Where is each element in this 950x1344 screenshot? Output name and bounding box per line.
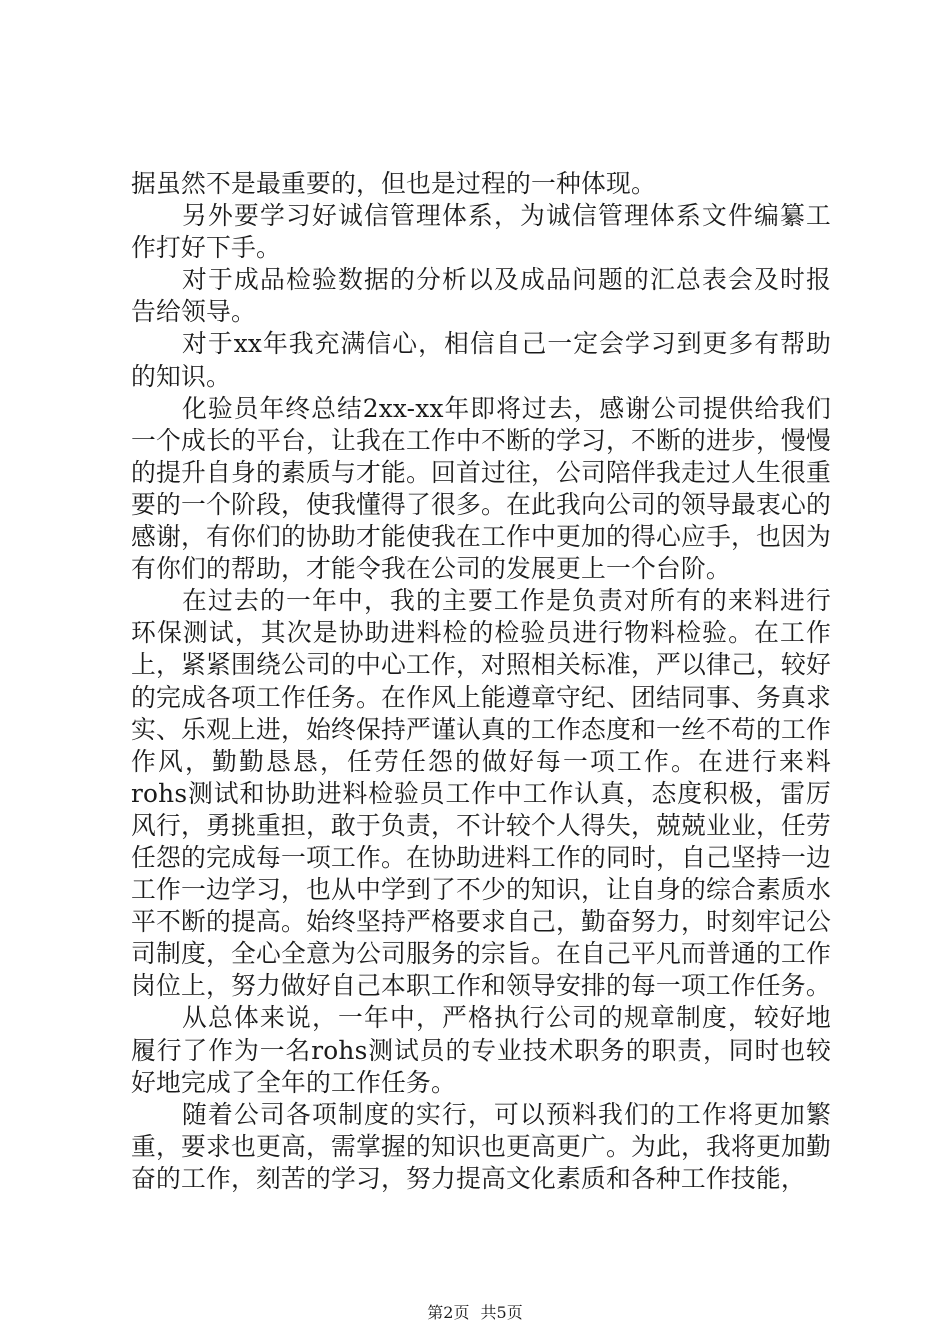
paragraph-3: 对于成品检验数据的分析以及成品问题的汇总表会及时报告给领导。: [131, 265, 831, 327]
paragraph-8: 随着公司各项制度的实行，可以预料我们的工作将更加繁重，要求也更高，需掌握的知识也更高更广。为此，我将更加勤奋的工作，刻苦的学习，努力提高文化素质和各种工作技能，: [131, 1099, 831, 1193]
page-footer: [0, 1300, 950, 1323]
page-number: 第2页: [427, 1303, 470, 1322]
paragraph-5: 化验员年终总结2xx-xx年即将过去，感谢公司提供给我们一个成长的平台，让我在工作中不断的学习，不断的进步，慢慢的提升自身的素质与才能。回首过往，公司陪伴我走过人生很重要的一个阶段，使我懂得了很多。在此我向公司的领导最衷心的感谢，有你们的协助才能使我在工作中更加的得心应手，也因为有你们的帮助，才能令我在公司的发展更上一个台阶。: [131, 393, 831, 584]
paragraph-6: 在过去的一年中，我的主要工作是负责对所有的来料进行环保测试，其次是协助进料检的检验员进行物料检验。在工作上，紧紧围绕公司的中心工作，对照相关标准，严以律己，较好的完成各项工作任务。在作风上能遵章守纪、团结同事、务真求实、乐观上进，始终保持严谨认真的工作态度和一丝不苟的工作作风，勤勤恳恳，任劳任怨的做好每一项工作。在进行来料rohs测试和协助进料检验员工作中工作认真，态度积极，雷厉风行，勇挑重担，敢于负责，不计较个人得失，兢兢业业，任劳任怨的完成每一项工作。在协助进料工作的同时，自己坚持一边工作一边学习，也从中学到了不少的知识，让自身的综合素质水平不断的提高。始终坚持严格要求自己，勤奋努力，时刻牢记公司制度，全心全意为公司服务的宗旨。在自己平凡而普通的工作岗位上，努力做好自己本职工作和领导安排的每一项工作任务。: [131, 586, 831, 1001]
paragraph-2: 另外要学习好诚信管理体系，为诚信管理体系文件编纂工作打好下手。: [131, 201, 831, 263]
paragraph-1: 据虽然不是最重要的，但也是过程的一种体现。: [131, 169, 656, 198]
page-total: 共5页: [480, 1303, 523, 1322]
document-body: [131, 168, 831, 1195]
paragraph-7: 从总体来说，一年中，严格执行公司的规章制度，较好地履行了作为一名rohs测试员的专业技术职务的职责，同时也较好地完成了全年的工作任务。: [131, 1003, 831, 1097]
paragraph-4: 对于xx年我充满信心，相信自己一定会学习到更多有帮助的知识。: [131, 329, 831, 391]
